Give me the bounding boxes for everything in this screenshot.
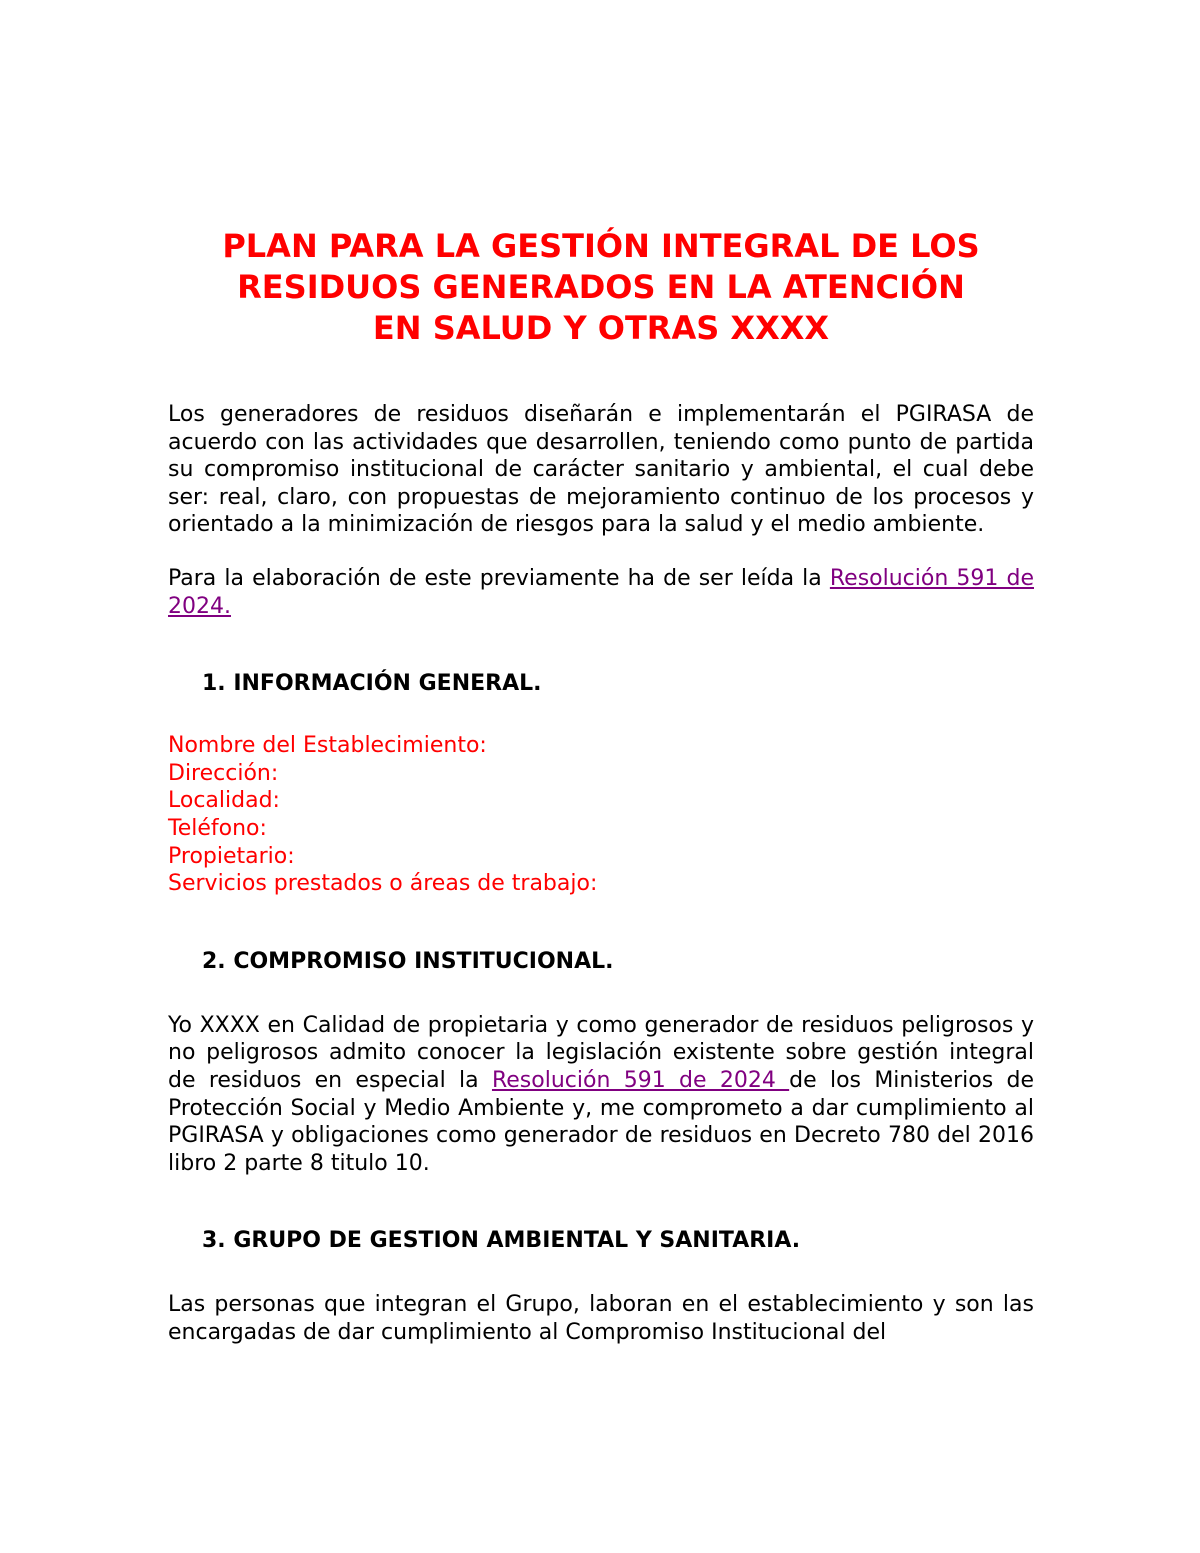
document-page [168,226,1034,1346]
document-title [168,226,1034,349]
section-1-heading: 1. INFORMACIÓN GENERAL. [202,671,542,697]
title-line-3: EN SALUD Y OTRAS XXXX [372,309,830,347]
intro-paragraph: Los generadores de residuos diseñarán e implementarán el PGIRASA de acuerdo con las actividades que desarrollen, teniendo como punto de partida su compromiso institucional de carácter sanitario y ambiental, el cual debe ser: real, claro, con propuestas de mejoramiento continuo de los procesos y orientado a la minimización de riesgos para la salud y el medio ambiente. [168,402,1034,538]
commitment-text-start: Yo XXXX en Calidad de propietaria y como generador de residuos peligrosos y no peligrosos admito conocer la legislación existente sobre gestión integral de residuos en especial la [168,1012,1034,1093]
field-owner: Propietario: [168,843,295,869]
field-establishment-name: Nombre del Establecimiento: [168,733,487,759]
commitment-resolution-link[interactable]: Resolución 591 de 2024 [491,1067,790,1093]
reference-paragraph [168,565,1034,620]
general-info-fields [168,732,1034,898]
commitment-paragraph [168,1012,1034,1178]
group-paragraph: Las personas que integran el Grupo, laboran en el establecimiento y son las encargadas de dar cumplimiento al Compromiso Institucional del [168,1292,1034,1345]
title-line-2: RESIDUOS GENERADOS EN LA ATENCIÓN [237,268,965,306]
field-services: Servicios prestados o áreas de trabajo: [168,871,598,897]
section-2-heading: 2. COMPROMISO INSTITUCIONAL. [202,948,614,974]
reference-prefix: Para la elaboración de este previamente ha de ser leída la [168,565,830,591]
commitment-text-end: de los Ministerios de Protección Social y Medio Ambiente y, me comprometo a dar cumplimiento al PGIRASA y obligaciones como generador de residuos en Decreto 780 del 2016 libro 2 parte 8 titulo 10. [168,1067,1034,1176]
field-address: Dirección: [168,760,279,786]
resolution-link[interactable]: Resolución 591 de 2024. [168,565,1034,619]
field-phone: Teléfono: [168,815,267,841]
title-line-1: PLAN PARA LA GESTIÓN INTEGRAL DE LOS [222,227,980,265]
section-3-heading: 3. GRUPO DE GESTION AMBIENTAL Y SANITARIA. [202,1228,801,1254]
field-locality: Localidad: [168,788,280,814]
